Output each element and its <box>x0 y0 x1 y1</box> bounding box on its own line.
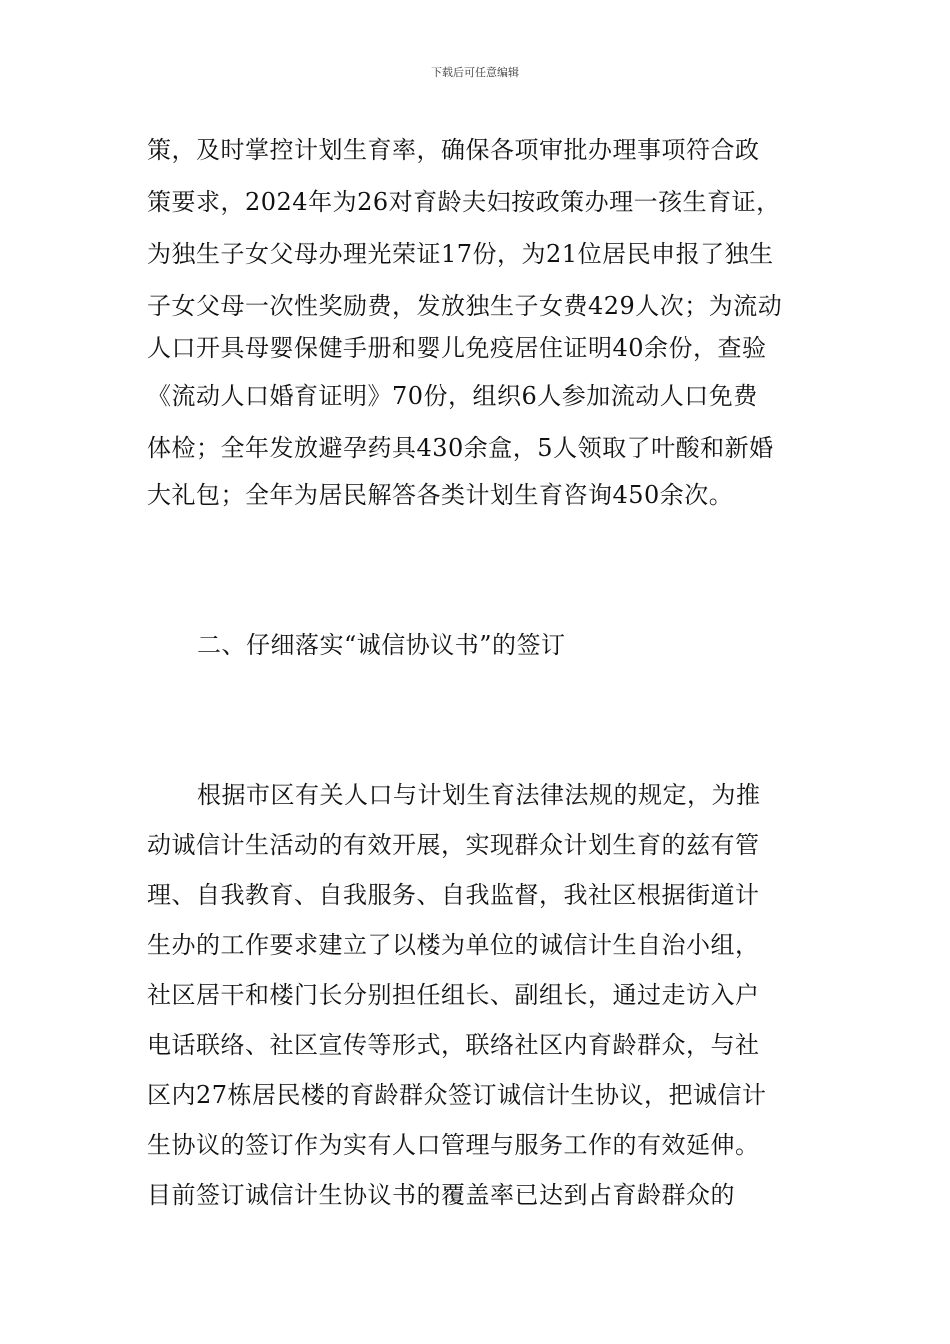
paragraph1-line: 子女父母一次性奖励费，发放独生子女费429人次；为流动 <box>147 292 783 320</box>
paragraph1-line: 为独生子女父母办理光荣证17份，为21位居民申报了独生 <box>147 240 774 268</box>
paragraph2-line: 电话联络、社区宣传等形式，联络社区内育龄群众，与社 <box>147 1031 760 1059</box>
paragraph2-line: 生协议的签订作为实有人口管理与服务工作的有效延伸。 <box>147 1131 760 1159</box>
paragraph2-line: 理、自我教育、自我服务、自我监督，我社区根据街道计 <box>147 881 760 909</box>
section-heading: 二、仔细落实“诚信协议书”的签订 <box>197 631 566 659</box>
paragraph1-line: 大礼包；全年为居民解答各类计划生育咨询450余次。 <box>147 481 734 509</box>
paragraph2-line: 区内27栋居民楼的育龄群众签订诚信计生协议，把诚信计 <box>147 1081 767 1109</box>
paragraph2-line: 目前签订诚信计生协议书的覆盖率已达到占育龄群众的 <box>147 1181 735 1209</box>
paragraph2-line: 生办的工作要求建立了以楼为单位的诚信计生自治小组， <box>147 931 760 959</box>
paragraph2-line: 社区居干和楼门长分别担任组长、副组长，通过走访入户 <box>147 981 760 1009</box>
page-header: 下载后可任意编辑 <box>431 66 519 79</box>
paragraph1-line: 《流动人口婚育证明》70份，组织6人参加流动人口免费 <box>147 382 758 410</box>
paragraph1-line: 策，及时掌控计划生育率，确保各项审批办理事项符合政 <box>147 136 760 164</box>
paragraph1-line: 策要求，2024年为26对育龄夫妇按政策办理一孩生育证， <box>147 188 781 216</box>
paragraph2-line: 根据市区有关人口与计划生育法律法规的规定，为推 <box>197 781 761 809</box>
paragraph1-line: 人口开具母婴保健手册和婴儿免疫居住证明40余份，查验 <box>147 334 767 362</box>
paragraph2-line: 动诚信计生活动的有效开展，实现群众计划生育的兹有管 <box>147 831 760 859</box>
paragraph1-line: 体检；全年发放避孕药具430余盒，5人领取了叶酸和新婚 <box>147 434 774 462</box>
